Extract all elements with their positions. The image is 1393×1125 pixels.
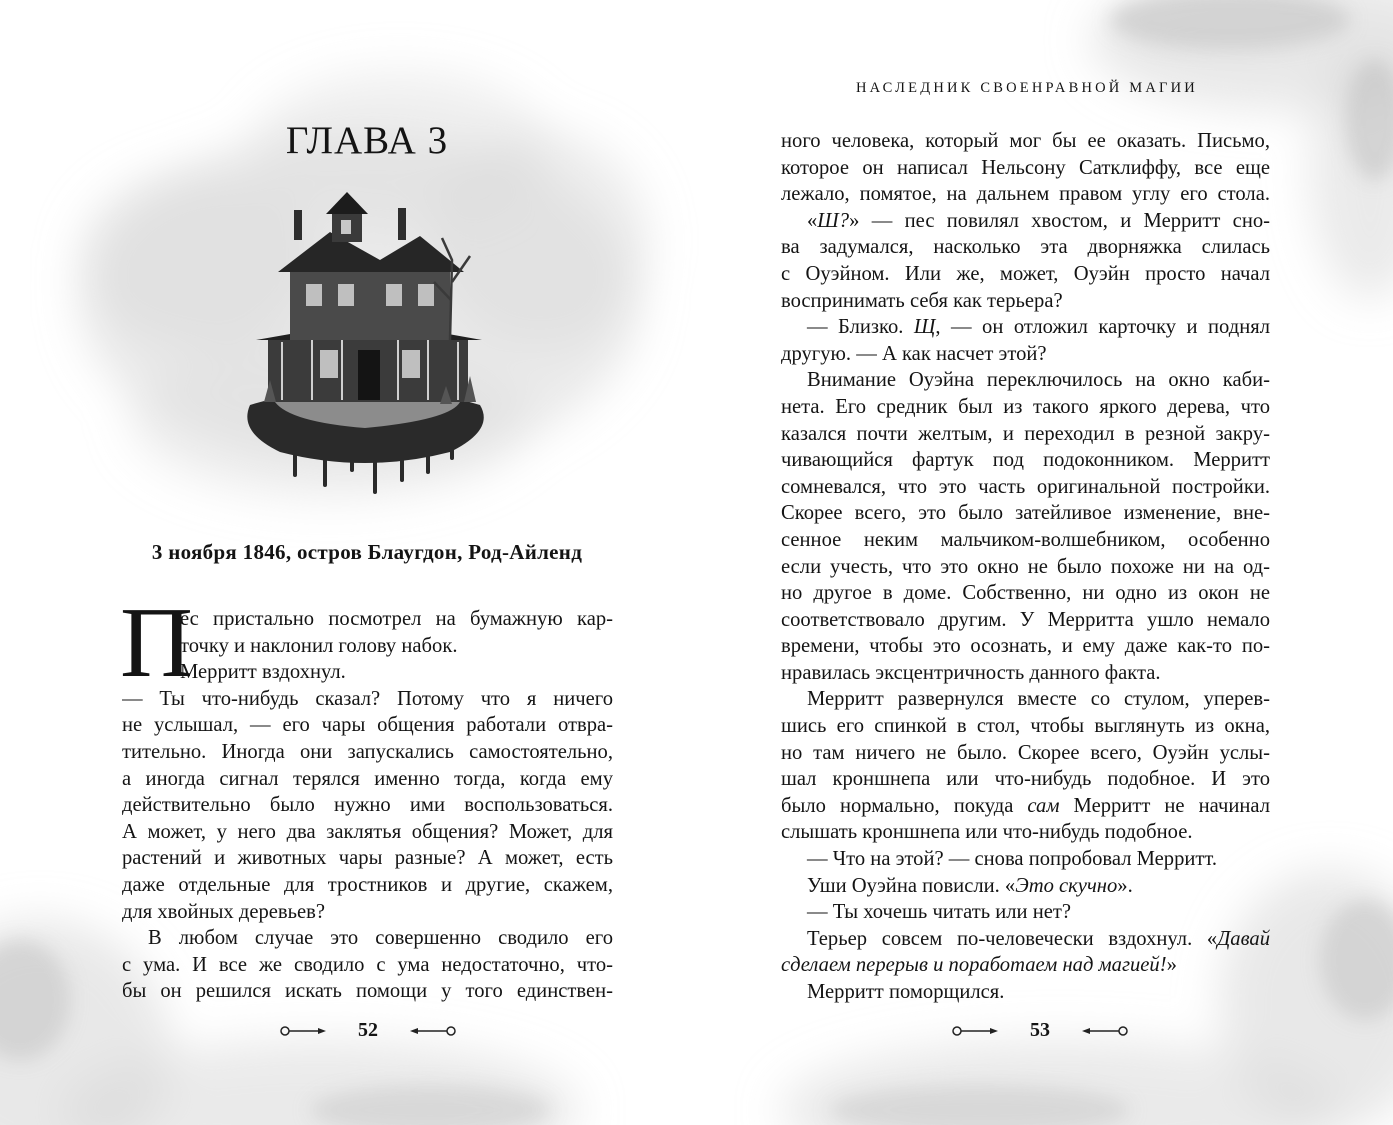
text-segment: тительно. Иногда они запускались самостоятельно, bbox=[122, 740, 613, 763]
page-number-footer-left bbox=[248, 1014, 488, 1050]
text-segment: шись его спинкой в стол, чтобы выглянуть из окна, bbox=[781, 715, 1270, 738]
text-line bbox=[781, 819, 1270, 846]
text-segment: а иногда сигнал терялся именно тогда, когда ему bbox=[122, 767, 613, 790]
text-segment: казался почти желтым, и переходил в резной закру- bbox=[781, 422, 1270, 445]
text-segment: шал кроншнепа или что-нибудь подобное. И это bbox=[781, 768, 1270, 791]
text-line bbox=[122, 925, 613, 952]
text-line bbox=[781, 500, 1270, 527]
italic-text: Щ bbox=[913, 316, 936, 339]
text-segment: нравилась эксцентричность данного факта. bbox=[781, 661, 1161, 684]
text-line bbox=[781, 873, 1270, 900]
text-segment: точку и наклонил голову набок. bbox=[180, 634, 458, 657]
text-segment: Мерритт вздохнул. bbox=[180, 661, 346, 684]
page-number-footer-right bbox=[920, 1014, 1160, 1050]
flourish-ornament-left bbox=[278, 1022, 332, 1040]
text-line bbox=[781, 155, 1270, 182]
text-segment: бы он решился искать помощи у того единствен- bbox=[122, 980, 613, 1003]
text-segment: — Близко. bbox=[807, 316, 914, 339]
text-line bbox=[122, 978, 613, 1005]
text-segment: сомневался, что это часть оригинальной постройки. bbox=[781, 475, 1270, 498]
text-line bbox=[781, 394, 1270, 421]
text-segment: воспринимать себя как терьера? bbox=[781, 289, 1063, 312]
text-segment: сенное неким мальчиком-волшебником, особенно bbox=[781, 528, 1270, 551]
text-line bbox=[122, 899, 613, 926]
text-segment: растений и животных чары разные? А может, есть bbox=[122, 847, 613, 870]
page-number-left: 52 bbox=[358, 1019, 378, 1041]
text-segment: слышать кроншнепа или что-нибудь подобное. bbox=[781, 821, 1193, 844]
text-segment: — Ты хочешь читать или нет? bbox=[807, 901, 1071, 924]
text-segment: — Что на этой? — снова попробовал Мерритт. bbox=[807, 848, 1218, 871]
text-segment: времени, чтобы это осознать, и ему даже как-то по- bbox=[781, 635, 1270, 658]
text-line bbox=[122, 766, 613, 793]
italic-text: Это скучно bbox=[1015, 874, 1118, 897]
text-line bbox=[781, 128, 1270, 155]
text-line bbox=[122, 819, 613, 846]
text-line bbox=[122, 845, 613, 872]
text-segment: лежало, помятое, на дальнем правом углу его стола. bbox=[781, 183, 1270, 206]
text-segment: даже отдельные для тростников и другие, скажем, bbox=[122, 873, 613, 896]
right-body-text bbox=[781, 128, 1270, 1006]
text-segment: с Оуэйном. Или же, может, Оуэйн просто начал bbox=[781, 262, 1270, 285]
text-segment: чивающийся фартук под подоконником. Мерритт bbox=[781, 449, 1270, 472]
text-line bbox=[781, 261, 1270, 288]
chapter-title: ГЛАВА 3 bbox=[285, 119, 449, 162]
text-segment: Мерритт развернулся вместе со стулом, уперев- bbox=[807, 688, 1270, 711]
text-segment: ного человека, который мог бы ее оказать. Письмо, bbox=[781, 130, 1270, 152]
text-segment: А может, у него два заклятья общения? Может, для bbox=[122, 820, 613, 843]
text-segment: с ума. И все же сводило с ума недостаточно, что- bbox=[122, 953, 613, 976]
italic-text: Давай bbox=[1217, 927, 1270, 950]
text-line bbox=[781, 899, 1270, 926]
page-number-right: 53 bbox=[1030, 1019, 1050, 1041]
text-line bbox=[781, 926, 1270, 953]
text-line bbox=[781, 208, 1270, 235]
text-line bbox=[781, 314, 1270, 341]
flourish-ornament-left bbox=[950, 1022, 1004, 1040]
flourish-ornament-right bbox=[1076, 1022, 1130, 1040]
italic-text: сам bbox=[1027, 794, 1060, 817]
text-line bbox=[781, 580, 1270, 607]
text-segment: , — он отложил карточку и поднял bbox=[935, 316, 1270, 339]
text-line bbox=[781, 367, 1270, 394]
text-segment: если учесть, что это окно не было похоже ни на од- bbox=[781, 555, 1270, 578]
text-segment: было нормально, покуда bbox=[781, 794, 1028, 817]
text-line bbox=[122, 686, 613, 713]
text-line bbox=[122, 633, 613, 660]
text-segment: ес пристально посмотрел на бумажную кар- bbox=[180, 608, 613, 630]
text-line bbox=[781, 421, 1270, 448]
text-segment: соответствовало другим. У Мерритта ушло немало bbox=[781, 608, 1270, 631]
flourish-ornament-right bbox=[404, 1022, 458, 1040]
text-segment: » — пес повилял хвостом, и Мерритт сно- bbox=[849, 209, 1270, 232]
text-segment: но там ничего не было. Скорее всего, Оуэйн услы- bbox=[781, 741, 1270, 764]
text-segment: ва задумался, насколько эта дворняжка слилась bbox=[781, 236, 1270, 259]
text-line bbox=[781, 740, 1270, 767]
italic-text: Ш? bbox=[817, 209, 850, 232]
text-line bbox=[781, 660, 1270, 687]
left-body-text bbox=[122, 606, 613, 1005]
text-line bbox=[122, 952, 613, 979]
text-line bbox=[781, 474, 1270, 501]
text-line bbox=[781, 686, 1270, 713]
text-segment: Уши Оуэйна повисли. « bbox=[807, 874, 1016, 897]
text-line bbox=[781, 181, 1270, 208]
chapter-dateline: 3 ноября 1846, остров Блаугдон, Род-Айленд bbox=[151, 540, 583, 564]
text-line bbox=[781, 607, 1270, 634]
text-line bbox=[781, 793, 1270, 820]
text-line bbox=[781, 766, 1270, 793]
haunted-house-illustration bbox=[220, 190, 510, 500]
text-line bbox=[781, 527, 1270, 554]
text-line bbox=[781, 952, 1270, 979]
text-segment: ». bbox=[1117, 874, 1133, 897]
running-head: НАСЛЕДНИК СВОЕНРАВНОЙ МАГИИ bbox=[856, 80, 1198, 96]
text-line bbox=[122, 792, 613, 819]
italic-text: сделаем перерыв и поработаем над магией! bbox=[781, 954, 1167, 977]
text-segment: Мерритт не начинал bbox=[1059, 794, 1270, 817]
left-page bbox=[0, 0, 696, 1125]
text-segment: В любом случае это совершенно сводило его bbox=[148, 927, 613, 950]
text-segment: Скорее всего, это было затейливое изменение, вне- bbox=[781, 502, 1270, 525]
text-segment: « bbox=[807, 209, 818, 232]
text-segment: Мерритт поморщился. bbox=[807, 981, 1005, 1003]
text-line bbox=[781, 633, 1270, 660]
drop-cap: П bbox=[120, 586, 193, 698]
right-page bbox=[697, 0, 1393, 1125]
text-segment: не услышал, — его чары общения работали отвра- bbox=[122, 714, 613, 737]
text-line bbox=[122, 872, 613, 899]
text-line bbox=[122, 739, 613, 766]
text-line bbox=[122, 659, 613, 686]
text-line bbox=[781, 554, 1270, 581]
text-line bbox=[781, 447, 1270, 474]
text-segment: другую. — А как насчет этой? bbox=[781, 342, 1047, 365]
text-line bbox=[781, 979, 1270, 1006]
text-line bbox=[781, 288, 1270, 315]
text-segment: для хвойных деревьев? bbox=[122, 900, 326, 923]
text-line bbox=[781, 846, 1270, 873]
text-segment: Терьер совсем по-человечески вздохнул. « bbox=[807, 927, 1218, 950]
text-line bbox=[122, 606, 613, 633]
text-line bbox=[781, 713, 1270, 740]
text-segment: но другое в доме. Собственно, ни одно из окон не bbox=[781, 582, 1270, 605]
text-segment: » bbox=[1166, 954, 1177, 977]
text-segment: Внимание Оуэйна переключилось на окно каби- bbox=[807, 369, 1270, 392]
text-segment: — Ты что-нибудь сказал? Потому что я ничего bbox=[122, 687, 613, 710]
text-segment: нета. Его средник был из такого яркого дерева, что bbox=[781, 395, 1270, 418]
text-line bbox=[122, 712, 613, 739]
text-segment: действительно было нужно ими воспользоваться. bbox=[122, 794, 613, 817]
text-segment: которое он написал Нельсону Сатклиффу, все еще bbox=[781, 156, 1270, 179]
text-line bbox=[781, 234, 1270, 261]
text-line bbox=[781, 341, 1270, 368]
